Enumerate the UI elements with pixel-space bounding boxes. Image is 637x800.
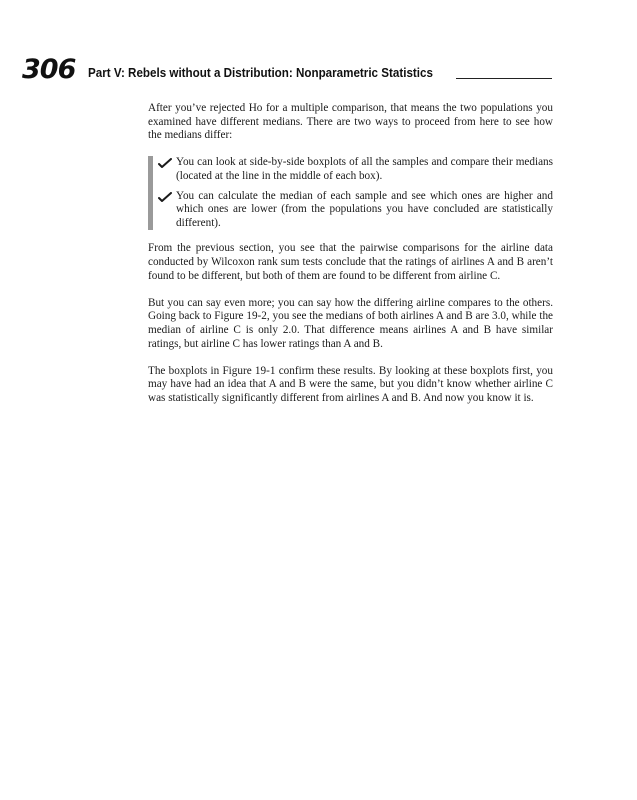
paragraph: But you can say even more; you can say how the differing airline compares to the others. Going back to Figure 19-2, you see the medians of both airlines A and B are 3.0, while the median of airline C is only 2.0. That difference means airlines A and B have similar ratings, but airline C has lower ratings than A and B. bbox=[148, 296, 553, 350]
paragraph: From the previous section, you see that the pairwise comparisons for the airline data conducted by Wilcoxon rank sum tests conclude that the ratings of airlines A and B aren’t found to be different, but both of them are found to be different from airline C. bbox=[148, 242, 553, 282]
check-icon bbox=[158, 158, 172, 168]
check-icon bbox=[158, 192, 172, 202]
intro-paragraph: After you’ve rejected Ho for a multiple comparison, that means the two populations you examined have different medians. There are two ways to proceed from here to see how the medians differ: bbox=[148, 102, 553, 142]
list-item bbox=[176, 156, 553, 183]
bullet-sidebar bbox=[148, 156, 153, 230]
running-title: Part V: Rebels without a Distribution: Nonparametric Statistics bbox=[88, 66, 433, 80]
header-rule bbox=[456, 78, 552, 79]
page-number: 306 bbox=[22, 54, 76, 85]
list-item bbox=[176, 190, 553, 231]
bullet-list bbox=[148, 156, 553, 230]
paragraph: The boxplots in Figure 19-1 confirm these results. By looking at these boxplots first, you may have had an idea that A and B were the same, but you didn’t know whether airline C was statistically significantly different from airlines A and B. And now you know it is. bbox=[148, 364, 553, 404]
bullet-text: You can calculate the median of each sample and see which ones are higher and which ones are lower (from the populations you have concluded are statistically different). bbox=[176, 189, 553, 229]
bullet-text: You can look at side-by-side boxplots of all the samples and compare their medians (located at the line in the middle of each box). bbox=[176, 156, 553, 182]
page-header bbox=[22, 55, 552, 87]
body-text bbox=[148, 102, 553, 419]
